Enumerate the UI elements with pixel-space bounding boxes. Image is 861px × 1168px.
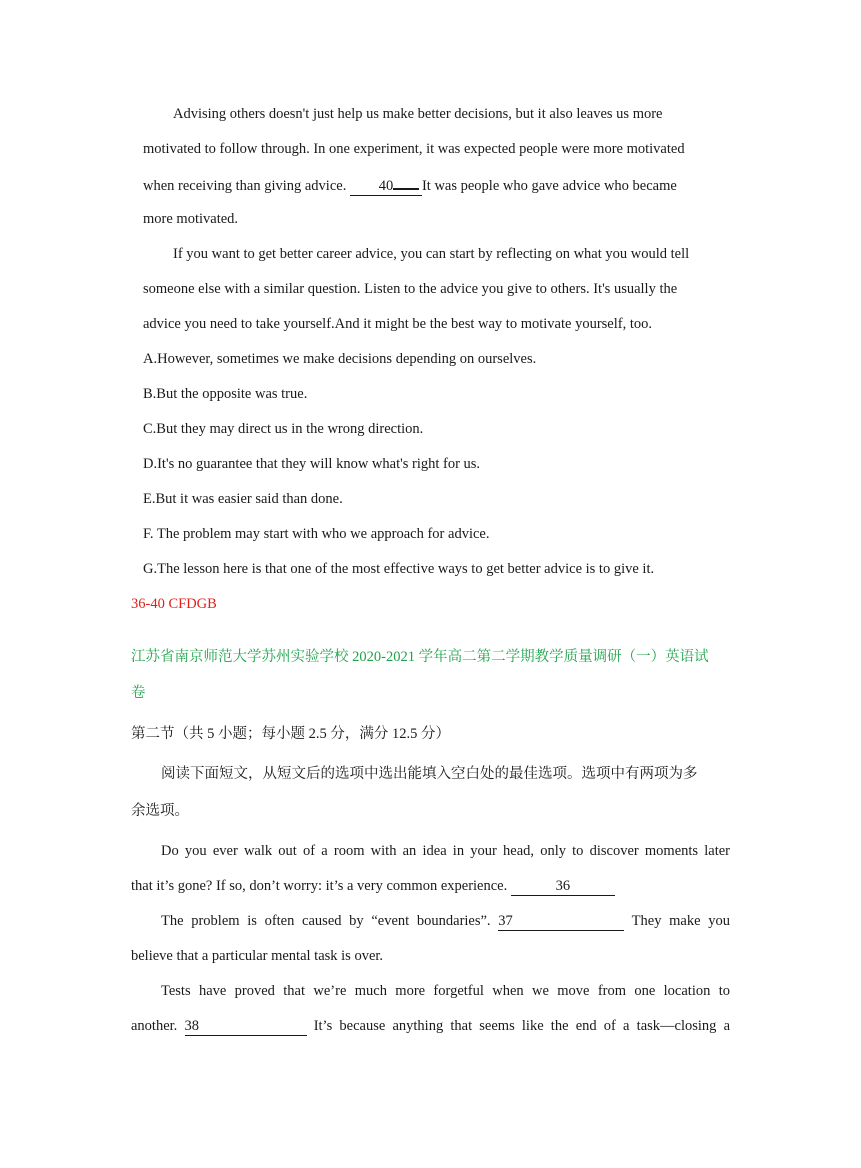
blank-36: 36 <box>511 878 615 896</box>
section-heading: 第二节（共 5 小题；每小题 2.5 分，满分 12.5 分） <box>131 726 450 742</box>
passage1-line-3 <box>143 174 677 196</box>
option-e: E.But it was easier said than done. <box>143 491 343 507</box>
option-a: A.However, sometimes we make decisions depending on ourselves. <box>143 351 537 367</box>
passage2-line-3-text: The problem is often caused by “event boundaries”. <box>161 913 491 929</box>
option-f: F. The problem may start with who we approach for advice. <box>143 526 490 542</box>
blank-40-number: 40 <box>378 178 394 194</box>
passage2-line-5: Tests have proved that we’re much more forgetful when we move from one location to <box>161 983 730 999</box>
passage1-p2-line-2: someone else with a similar question. Listen to the advice you give to others. It's usually the <box>143 281 678 297</box>
source-title-line-2: 卷 <box>131 685 146 701</box>
passage1-p2-line-3: advice you need to take yourself.And it might be the best way to motivate yourself, too. <box>143 316 652 332</box>
option-g: G.The lesson here is that one of the most effective ways to get better advice is to give it. <box>143 561 655 577</box>
blank-38: 38 <box>185 1018 307 1036</box>
passage1-line-3-text: when receiving than giving advice. <box>143 178 347 194</box>
passage1-line-1: Advising others doesn't just help us make better decisions, but it also leaves us more <box>173 106 663 122</box>
passage2-line-4: believe that a particular mental task is over. <box>131 948 384 964</box>
passage2-line-2 <box>131 876 615 896</box>
passage1-line-4: more motivated. <box>143 211 239 227</box>
option-b: B.But the opposite was true. <box>143 386 308 402</box>
passage2-line-2-text: that it’s gone? If so, don’t worry: it’s a very common experience. <box>131 878 508 894</box>
blank-40 <box>350 174 422 196</box>
passage2-line-1: Do you ever walk out of a room with an idea in your head, only to discover moments later <box>161 843 730 859</box>
instructions-line-1: 阅读下面短文，从短文后的选项中选出能填入空白处的最佳选项。选项中有两项为多 <box>161 766 698 782</box>
passage1-p2-line-1: If you want to get better career advice, you can start by reflecting on what you would tell <box>173 246 690 262</box>
source-title-line-1: 江苏省南京师范大学苏州实验学校 2020-2021 学年高二第二学期教学质量调研（一）英语试 <box>131 649 709 665</box>
passage2-line-3 <box>161 911 730 931</box>
passage1-line-3-after: It was people who gave advice who became <box>421 178 677 194</box>
passage2-line-6 <box>131 1016 730 1036</box>
option-d: D.It's no guarantee that they will know what's right for us. <box>143 456 481 472</box>
passage2-line-6-text: another. <box>131 1018 178 1034</box>
passage2-line-6-after: It’s because anything that seems like the end of a task—closing a <box>313 1018 731 1034</box>
passage2-line-3-after: They make you <box>631 913 730 929</box>
blank-37: 37 <box>498 913 624 931</box>
instructions-line-2: 余选项。 <box>131 803 189 819</box>
option-c: C.But they may direct us in the wrong direction. <box>143 421 424 437</box>
answer-key: 36-40 CFDGB <box>131 596 217 612</box>
passage1-line-2: motivated to follow through. In one experiment, it was expected people were more motivated <box>143 141 685 157</box>
